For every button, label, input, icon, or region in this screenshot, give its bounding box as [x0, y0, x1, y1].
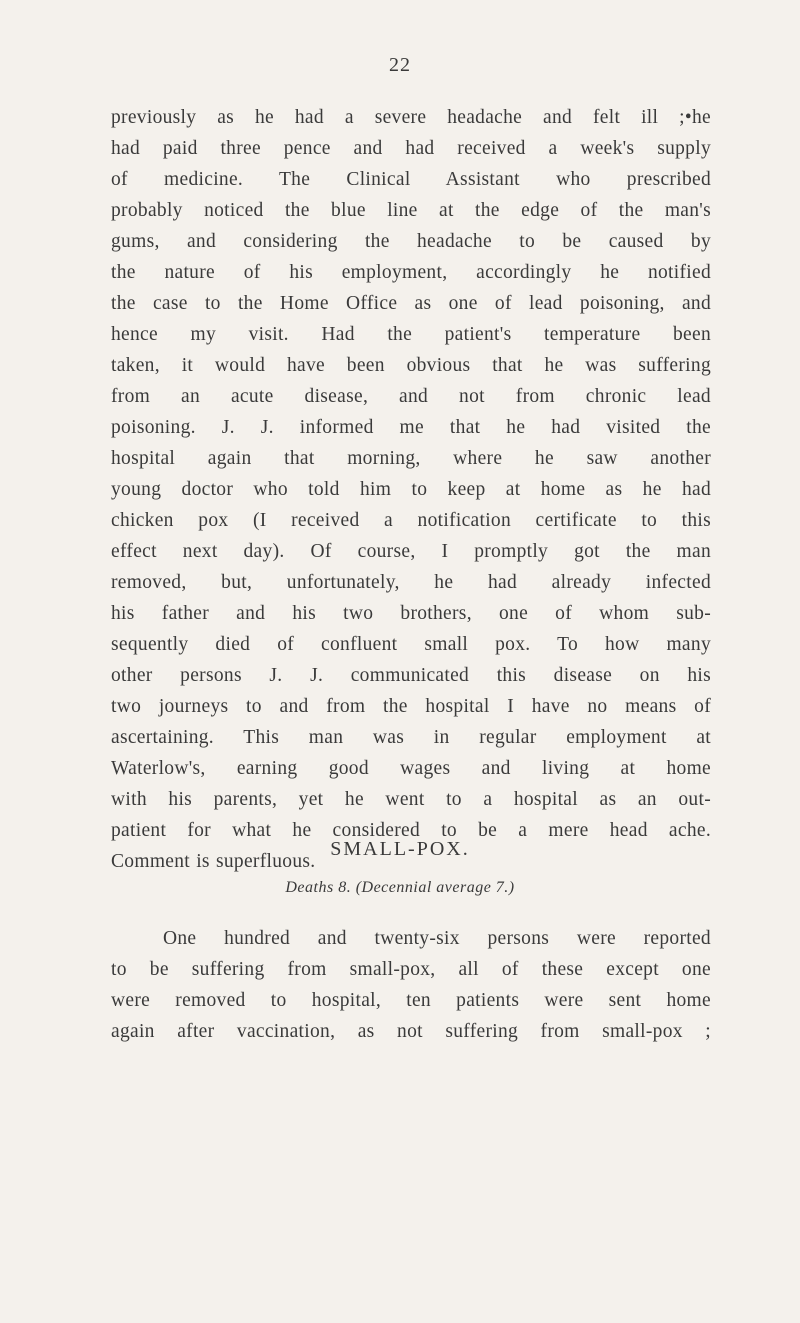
text-line: again after vaccination, as not suffering from small-pox ;	[111, 1021, 711, 1042]
text-line: to be suffering from small-pox, all of these except one	[111, 959, 711, 980]
text-line: previously as he had a severe headache and felt ill ;•he	[111, 107, 711, 128]
text-line: patient for what he considered to be a mere head ache.	[111, 820, 711, 841]
page-number: 22	[389, 54, 411, 76]
text-line: with his parents, yet he went to a hospital as an out-	[111, 789, 711, 810]
text-line: the case to the Home Office as one of lead poisoning, and	[111, 293, 711, 314]
text-line: of medicine. The Clinical Assistant who prescribed	[111, 169, 711, 190]
text-line: taken, it would have been obvious that he was suffering	[111, 355, 711, 376]
text-line: Comment is superfluous.	[111, 851, 316, 872]
text-line: hence my visit. Had the patient's temperature been	[111, 324, 711, 345]
text-line: One hundred and twenty-six persons were reported	[163, 928, 711, 949]
text-line: young doctor who told him to keep at home as he had	[111, 479, 711, 500]
text-line: probably noticed the blue line at the edge of the man's	[111, 200, 711, 221]
text-line: his father and his two brothers, one of whom sub-	[111, 603, 711, 624]
text-line: effect next day). Of course, I promptly got the man	[111, 541, 711, 562]
text-line: poisoning. J. J. informed me that he had visited the	[111, 417, 711, 438]
text-line: removed, but, unfortunately, he had already infected	[111, 572, 711, 593]
text-line: chicken pox (I received a notification certificate to this	[111, 510, 711, 531]
text-line: sequently died of confluent small pox. To how many	[111, 634, 711, 655]
text-line: ascertaining. This man was in regular employment at	[111, 727, 711, 748]
text-line: had paid three pence and had received a week's supply	[111, 138, 711, 159]
section-heading: SMALL-POX.	[330, 838, 470, 860]
text-line: two journeys to and from the hospital I have no means of	[111, 696, 711, 717]
text-line: Waterlow's, earning good wages and living at home	[111, 758, 711, 779]
text-line: other persons J. J. communicated this disease on his	[111, 665, 711, 686]
text-line: from an acute disease, and not from chronic lead	[111, 386, 711, 407]
text-line: the nature of his employment, accordingly he notified	[111, 262, 711, 283]
text-line: were removed to hospital, ten patients were sent home	[111, 990, 711, 1011]
text-line: hospital again that morning, where he saw another	[111, 448, 711, 469]
section-subheading: Deaths 8. (Decennial average 7.)	[285, 879, 515, 896]
paragraph-smallpox	[111, 923, 711, 1047]
text-line: gums, and considering the headache to be caused by	[111, 231, 711, 252]
paragraph-continued	[111, 102, 711, 877]
